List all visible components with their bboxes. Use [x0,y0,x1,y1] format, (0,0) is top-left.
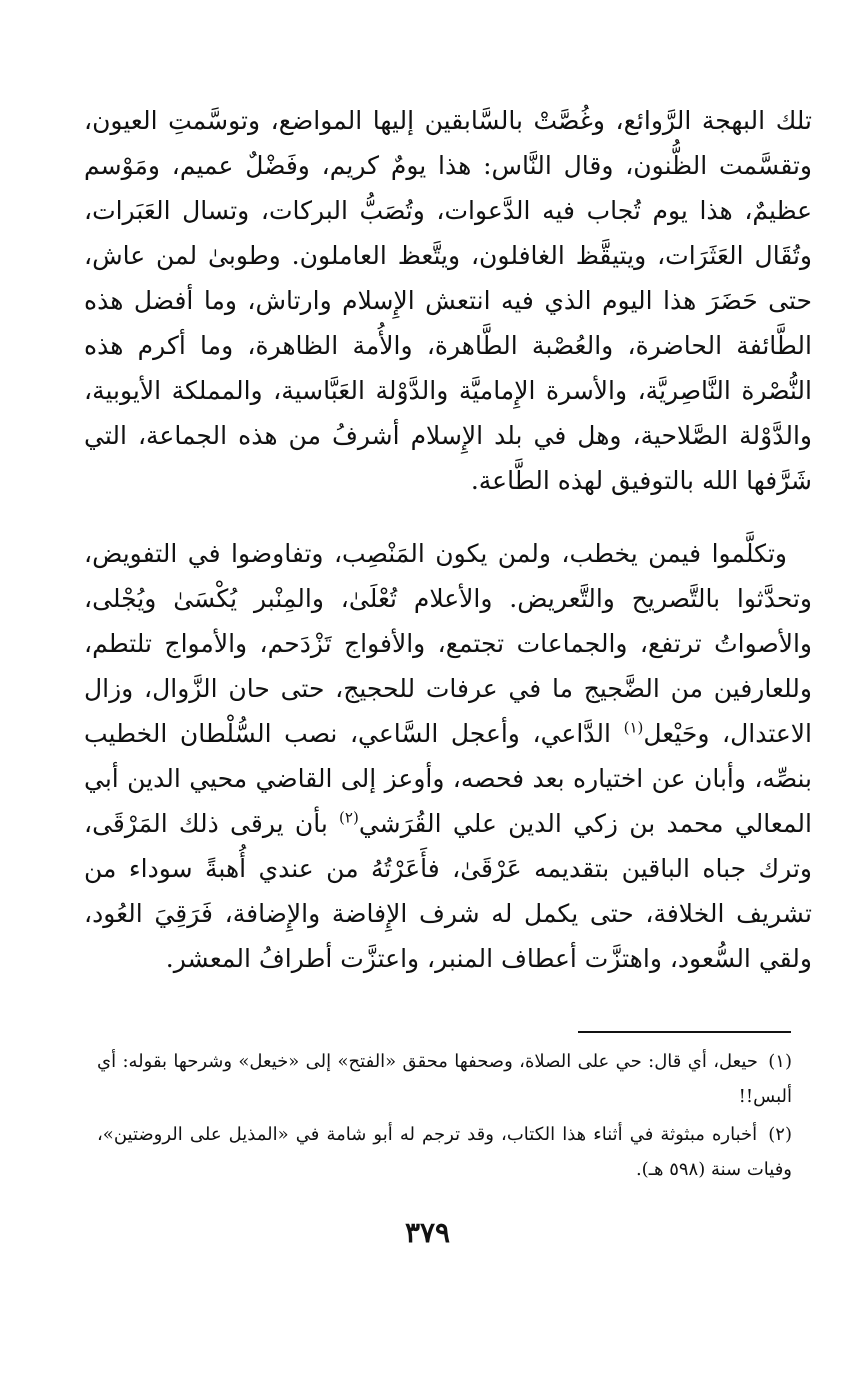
footnote-text: أخباره مبثوثة في أثناء هذا الكتاب، وقد ترجم له أبو شامة في «المذيل على الروضتين»، وفيات سنة (٥٩٨ هـ). [97,1124,792,1180]
page-number: ٣٧٩ [404,1216,451,1249]
footnote-reference-1[interactable]: (١) [623,718,644,737]
footnote-number: (١) [768,1051,792,1072]
footnote-separator [578,1031,791,1033]
footnote-text: حيعل، أي قال: حي على الصلاة، وصحفها محقق «الفتح» إلى «خيعل» وشرحها بقوله: أي ألبس!! [97,1051,792,1107]
footnote-1 [97,1044,792,1114]
footnote-reference-2[interactable]: (٢) [339,808,359,827]
paragraph-2-part-a: وتكلَّموا فيمن يخطب، ولمن يكون المَنْصِب، وتفاوضوا في التفويض، وتحدَّثوا بالتَّصريح والتَّعريض. والأعلام تُعْلَىٰ، والمِنْبر يُكْسَىٰ ويُجْلى، والأصواتُ ترتفع، والجماعات تجتمع، والأفواج تَزْدَحم، والأمواج تلتطم، وللعارفين من الضَّجيج ما في عرفات للحجيج، حتى حان الزَّوال، وزال الاعتدال، وحَيْعل [84,539,813,748]
paragraph-2-part-c: بأن يرقى ذلك المَرْقَى، وترك جباه الباقين بتقديمه عَرْقَىٰ، فأَعَرْتُهُ من عندي أُهبةً سوداء من تشريف الخلافة، حتى يكمل له شرف الإِفاضة والإِضافة، فَرَقِيَ العُود، ولقي السُّعود، واهتزَّت أعطاف المنبر، واعتزَّت أطرافُ المعشر. [84,809,812,973]
paragraph-1: تلك البهجة الرَّوائع، وغُصَّتْ بالسَّابقين إليها المواضع، وتوسَّمتِ العيون، وتقسَّمت الظُّنون، وقال النَّاس: هذا يومٌ كريم، وفَضْلٌ عميم، ومَوْسم عظيمٌ، هذا يوم تُجاب فيه الدَّعوات، وتُصَبُّ البركات، وتسال العَبَرات، وتُقَال العَثَرَات، ويتيقَّظ الغافلون، ويتَّعظ العاملون. وطوبىٰ لمن عاش، حتى حَضَرَ هذا اليوم الذي فيه انتعش الإِسلام وارتاش، وما أفضل هذه الطَّائفة الحاضرة، والعُصْبة الطَّاهرة، والأُمة الظاهرة، وما أكرم هذه النُّصْرة النَّاصِريَّة، والأسرة الإِماميَّة والدَّوْلة العَبَّاسية، والمملكة الأيوبية، والدَّوْلة الصَّلاحية، وهل في بلد الإِسلام أشرفُ من هذه الجماعة، التي شَرَّفها الله بالتوفيق لهذه الطَّاعة. [84,106,813,495]
main-text [84,98,812,981]
footnote-number: (٢) [768,1124,792,1145]
footnotes [97,1044,792,1190]
paragraph-2-part-b: الدَّاعي، وأعجل السَّاعي، نصب السُّلْطان الخطيب بنصِّه، وأبان عن اختياره بعد فحصه، وأوعز إلى القاضي محيي الدين أبي المعالي محمد بن زكي الدين علي القُرَشي [84,719,812,838]
paragraph-2 [84,531,812,981]
footnote-2 [97,1117,792,1187]
